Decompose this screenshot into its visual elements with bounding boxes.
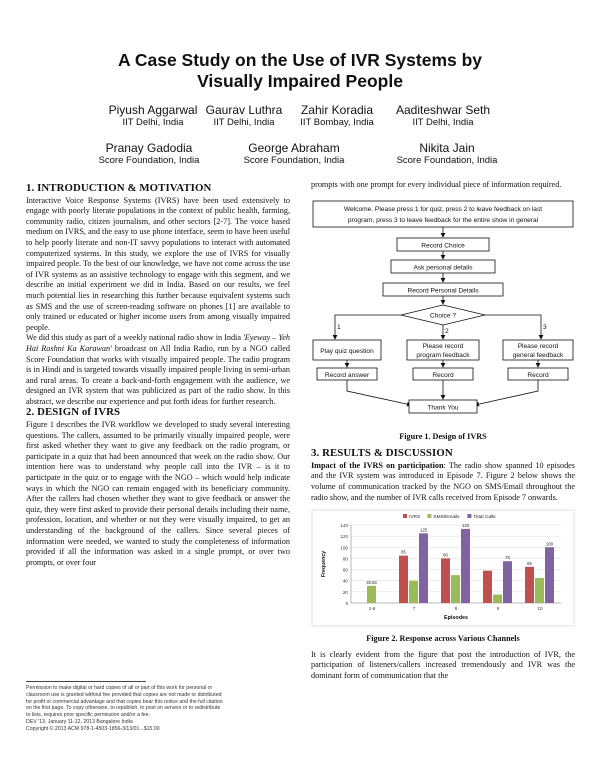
record-text: Record (527, 371, 549, 379)
y-tick-label: 80 (342, 556, 348, 562)
program-feedback-text: Please record (422, 342, 464, 350)
title-line-1: A Case Study on the Use of IVR Systems by (117, 50, 483, 70)
bar-total-calls (461, 529, 470, 603)
design-continuation: prompts with one prompt for every individual piece of information required. (311, 180, 562, 189)
program-feedback-text: program feedback (416, 351, 470, 359)
bar-sms-emails (535, 578, 544, 603)
y-axis-label: Frequency (321, 551, 327, 578)
author-block (74, 141, 224, 167)
legend-label: IVRS (409, 515, 421, 521)
intro-p2-text: broadcast on All India Radio, run by a NGO called Score Foundation that works with visually impaired people. The radio program is in Hindi and is targeted towards visually impaired people living in semi-urban and rural areas. To create a back-and-forth engagement with the audience, we designed an IVR system that was publicized as part of the radio show. In this abstract, we describe our experience and put forth ideas for further research. (26, 343, 290, 406)
data-label: 80 (443, 552, 448, 558)
author-affiliation: IIT Delhi, India (122, 117, 184, 128)
footnote-line: Permission to make digital or hard copies of all or part of this work for personal or (26, 685, 213, 691)
legend-swatch (403, 514, 407, 518)
footnote-line: to lists, requires prior specific permission and/or a fee. (26, 712, 150, 719)
results-lead: Impact of the IVRS on participation (311, 460, 444, 470)
data-label: 85 (401, 549, 406, 555)
author-affiliation: Score Foundation, India (98, 155, 200, 166)
figure-1 (311, 199, 575, 443)
author-name: Nikita Jain (419, 141, 475, 155)
bar-total-calls (503, 561, 512, 603)
author-affiliation: IIT Delhi, India (213, 117, 275, 128)
paper-title (40, 50, 560, 92)
welcome-text: program, press 3 to leave feedback for the entire show in general (347, 216, 539, 224)
bar-ivrs (441, 559, 450, 604)
data-label: 100 (546, 541, 553, 547)
footnote-line: classroom use is granted without fee provided that copies are not made or distributed (26, 691, 222, 698)
right-column (311, 180, 575, 682)
author-name: George Abraham (248, 141, 340, 155)
data-label: 125 (420, 527, 427, 533)
legend-label: SMS/Emails (433, 515, 460, 521)
left-column (26, 183, 290, 568)
author-block (372, 141, 522, 167)
general-feedback-text: general feedback (512, 351, 564, 359)
author-block (219, 141, 369, 167)
intro-p2-text: We did this study as part of a weekly national radio show in India (26, 333, 244, 343)
data-label: 30.83 (366, 579, 377, 585)
x-tick-label: 7 (412, 606, 416, 612)
general-feedback-text: Please record (517, 342, 559, 350)
intro-paragraph-2 (26, 333, 290, 407)
bar-total-calls (545, 547, 554, 603)
figure-1-caption: Figure 1. Design of IVRS (399, 432, 487, 442)
section-heading: 1. INTRODUCTION & MOTIVATION (26, 182, 212, 194)
bar-ivrs (483, 571, 492, 603)
section-heading: 2. DESIGN of IVRS (26, 406, 121, 419)
data-label: 133 (462, 523, 469, 529)
author-name: Gaurav Luthra (205, 103, 283, 117)
footnote-rule (26, 681, 146, 682)
section-heading: 3. RESULTS & DISCUSSION (311, 447, 453, 460)
bar-ivrs (525, 567, 534, 603)
legend-label: Total Calls (473, 515, 496, 521)
x-tick-label: 8 (454, 606, 458, 612)
response-bar-chart (311, 509, 575, 627)
author-name: Aaditeshwar Seth (395, 103, 491, 117)
footnote-line: Copyright © 2013 ACM 978-1-4503-1856-3/13/01...$15.00 (26, 725, 160, 732)
author-name: Pranay Gadodia (105, 141, 193, 155)
branch-label: 2 (445, 327, 449, 335)
data-label: 78 (505, 555, 510, 561)
author-name: Piyush Aggarwal (108, 103, 198, 117)
quiz-text: Play quiz question (320, 347, 374, 355)
thank-you-text: Thank You (427, 404, 459, 412)
branch-label: 3 (543, 323, 547, 331)
design-paragraph: Figure 1 describes the IVR workflow we developed to study several interesting questions. The callers, assumed to be primarily visually impaired people, were first asked whether they want to give any feedback on the radio program, or participate in a quiz that had been announced that week on the radio show. Our intention here was to understand why people call into the IVR – is it to participate in the quiz or to engage with the NGO – which would help indicate ways in which the NGO can remain engaged with its beneficiary community. After the callers had chosen whether they want to give feedback or answer the quiz, they were first asked to provide their personal details including their name, profession, location, and whether or not they were visually impaired, to get an understanding of the background of the callers. Since several pieces of information were needed, we wanted to study the completeness of information provided if all the information was asked in a single prompt, or over two prompts, or over four (26, 420, 290, 567)
choice-text: Choice ? (429, 312, 457, 320)
bar-sms-emails (409, 581, 418, 603)
y-tick-label: 20 (342, 590, 348, 596)
record-text: Record (432, 371, 454, 379)
author-affiliation: Score Foundation, India (243, 155, 345, 166)
bar-sms-emails (451, 575, 460, 603)
results-text: : The radio show spanned 10 episodes and the IVR system was introduced in Episode 7. Figure 2 below shows the volume of communication tracked by the NGO on SMS/Email throughout the radio show, and the number of IVR calls received from Episode 7 onwards. (311, 460, 575, 502)
y-tick-label: 40 (342, 578, 348, 584)
bar-sms-emails (367, 586, 376, 603)
x-tick-label: 9 (496, 606, 500, 612)
x-axis-label: Episodes (444, 615, 468, 622)
ask-details-text: Ask personal details (413, 264, 473, 272)
author-affiliation: IIT Delhi, India (412, 117, 474, 128)
record-answer-text: Record answer (324, 371, 370, 379)
figure-2 (311, 509, 575, 644)
y-tick-label: 140 (340, 523, 348, 529)
record-details-text: Record Personal Details (407, 287, 479, 295)
author-affiliation: IIT Bombay, India (300, 117, 374, 128)
author-affiliation: Score Foundation, India (396, 155, 498, 166)
copyright-footnote (26, 685, 296, 733)
x-tick-label: 10 (537, 606, 543, 612)
footnote-line: DEV '13, January 11-12, 2013 Bangalore India (26, 718, 133, 725)
legend-swatch (427, 514, 431, 518)
data-label: 65 (527, 560, 532, 566)
y-tick-label: 60 (342, 567, 348, 573)
show-name: 'Eyeway – Yeh Hai Roshni Ka Karawan' (26, 333, 290, 353)
ivr-flowchart (311, 199, 575, 439)
bar-sms-emails (493, 595, 502, 603)
record-choice-text: Record Choice (421, 242, 465, 250)
legend-swatch (467, 514, 471, 518)
author-name: Zahir Koradia (300, 103, 374, 117)
footnote-line: for profit or commercial advantage and that copies bear this notice and the full citation (26, 698, 223, 705)
footnote-line: on the first page. To copy otherwise, to republish, to post on servers or to redistribute (26, 705, 221, 712)
results-paragraph-2: It is clearly evident from the figure that post the introduction of IVR, the participation of listeners/callers increased tremendously and IVR was the dominant form of communication that the (311, 649, 575, 680)
x-tick-label: 1-6 (368, 606, 376, 612)
branch-label: 1 (337, 323, 341, 331)
bar-ivrs (399, 556, 408, 603)
figure-2-caption: Figure 2. Response across Various Channels (366, 633, 520, 643)
author-block (368, 103, 518, 129)
title-line-2: Visually Impaired People (197, 71, 403, 91)
y-tick-label: 0 (345, 601, 348, 607)
results-paragraph-1 (311, 461, 575, 503)
bar-total-calls (419, 534, 428, 604)
y-tick-label: 100 (340, 545, 348, 551)
welcome-text: Welcome. Please press 1 for quiz, press 2 to leave feedback on last (343, 205, 543, 213)
y-tick-label: 120 (340, 534, 348, 540)
intro-paragraph-1: Interactive Voice Response Systems (IVRS) have been used extensively to engage with poorly literate populations in the context of public health, farming, community radio, citizen journalism, and other sectors [2-7]. The voice based medium on IVRS, and the easy to use phone interface, seem to have been useful to help poorly literate and non-IT savvy populations to interact with automated computerized systems. In this study, we explore the use of IVRS for visually impaired people. To the best of our knowledge, we have not come across the use of IVR systems as an assistive technology to engage with this segment, and we describe an initial experiment we did in India. Based on our results, we feel much potential lies in researching this further because equivalent systems such as SMS and the use of screen-reading software on phones [1] are available to only trained or educated or higher income users from among visually impaired people. (26, 195, 290, 332)
